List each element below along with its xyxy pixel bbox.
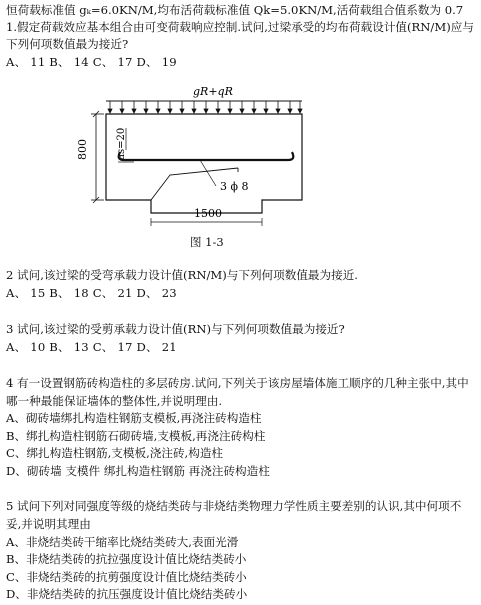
question-1-stem-cont: 下列何项数值最为接近? [6, 37, 129, 51]
question-4-stem: 4 有一设置钢筋砖构造柱的多层砖房.试问,下列关于该房屋墙体施工顺序的几种主张中,其中 [6, 376, 469, 390]
header-line-1: 恒荷载标准值 gₖ=6.0KN/M,均布活荷载标准值 Qk=5.0KN/M,活荷载组合值系数为 0.7 [6, 3, 464, 17]
question-4-stem-cont: 哪一种最能保证墙体的整体性,并说明理由. [6, 394, 223, 408]
question-5-option-d: D、非烧结类砖的抗压强度设计值比烧结类砖小 [6, 587, 248, 601]
question-5-stem-cont: 妥,并说明其理由 [6, 517, 91, 531]
beam-outline [106, 114, 302, 213]
load-label: gR+qR [193, 85, 233, 98]
beam-figure [0, 0, 481, 250]
question-5-option-a: A、非烧结类砖干缩率比烧结类砖大,表面光滑 [6, 535, 239, 549]
height-label: 800 [76, 139, 89, 160]
question-2-stem: 2 试问,该过梁的受弯承载力设计值(RN/M)与下列何项数值最为接近. [6, 268, 358, 282]
question-5-stem: 5 试问下列对同强度等级的烧结类砖与非烧结类物理力学性质主要差别的认识,其中何项不 [6, 499, 462, 513]
question-5-option-c: C、非烧结类砖的抗剪强度设计值比烧结类砖小 [6, 570, 247, 584]
span-label: 1500 [194, 207, 222, 220]
rebar-label: 3 ϕ 8 [220, 180, 249, 193]
figure-caption: 图 1-3 [190, 235, 224, 249]
question-3-stem: 3 试问,该过梁的受剪承载力设计值(RN)与下列何项数值最为接近? [6, 322, 345, 336]
question-5-option-b: B、非烧结类砖的抗拉强度设计值比烧结类砖小 [6, 552, 247, 566]
as-label: as=20 [116, 127, 127, 160]
question-1-options: A、 11 B、 14 C、 17 D、 19 [6, 55, 177, 69]
question-3-options: A、 10 B、 13 C、 17 D、 21 [6, 340, 177, 354]
question-2-options: A、 15 B、 18 C、 21 D、 23 [6, 286, 177, 300]
question-4-option-c: C、绑扎构造柱钢筋,支模板,浇注砖,构造柱 [6, 446, 224, 460]
question-4-option-a: A、砌砖墙绑扎构造柱钢筋支模板,再浇注砖构造柱 [6, 411, 262, 425]
question-4-option-d: D、砌砖墙 支模件 绑扎构造柱钢筋 再浇注砖构造柱 [6, 464, 270, 478]
rebar [119, 152, 294, 160]
load-arrows [108, 101, 302, 113]
question-1-stem: 1.假定荷载效应基本组合由可变荷载响应控制.试问,过梁承受的均布荷载设计值(RN/M)应与 [6, 20, 474, 34]
question-4-option-b: B、绑扎构造柱钢筋石砌砖墙,支模板,再浇注砖构柱 [6, 429, 266, 443]
